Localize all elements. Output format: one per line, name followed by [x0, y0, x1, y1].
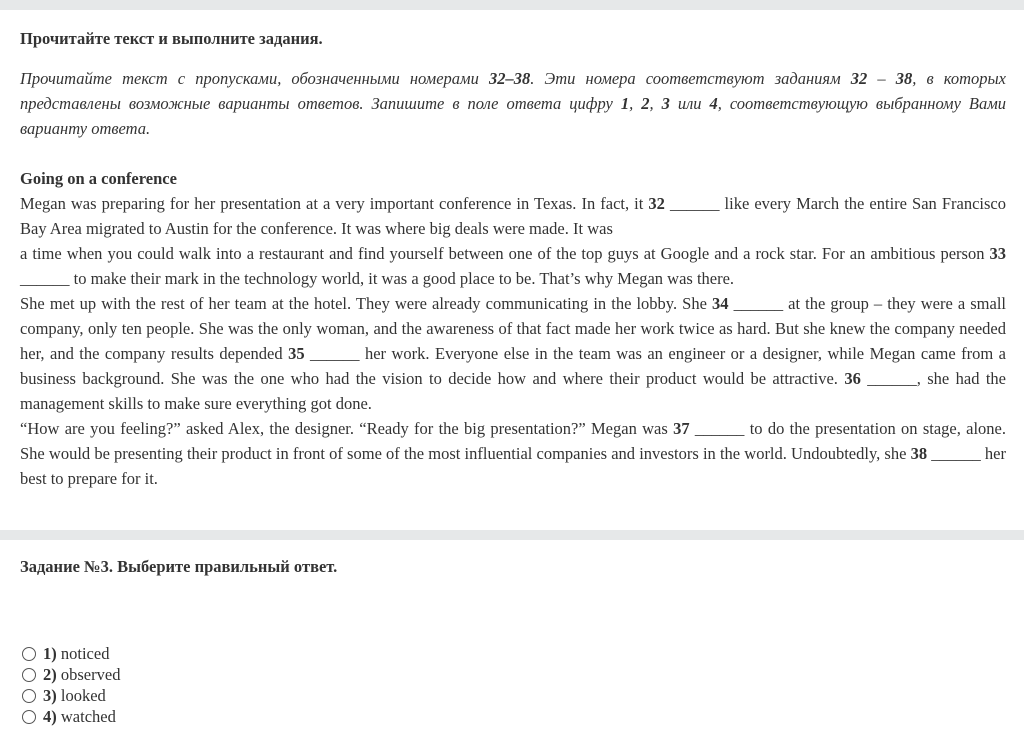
gap-number: 32 [648, 194, 665, 213]
instruction-number: 32 [850, 69, 868, 88]
gap-number: 36 [844, 369, 861, 388]
gap-number: 33 [989, 244, 1006, 263]
instruction-digit: 2 [641, 94, 650, 113]
text-segment: ______ her best to prepare for it. [20, 444, 1006, 488]
text-paragraph [20, 191, 1006, 241]
instruction-part: Прочитайте текст с пропусками, обозначенными номерами [20, 69, 489, 88]
instruction-part: , в которых представлены возможные варианты ответов. Запишите в поле ответа цифру [20, 69, 1006, 113]
task-heading: Задание №3. Выберите правильный ответ. [20, 557, 338, 576]
option-label: watched [56, 707, 116, 726]
option-label: looked [56, 686, 106, 705]
gap-number: 38 [910, 444, 928, 463]
radio-button[interactable] [22, 668, 36, 682]
text-segment: ______ to make their mark in the technology world, it was a good place to be. That’s why Megan was there. [20, 269, 735, 288]
instruction-range: 32–38 [488, 69, 531, 88]
option-number: 4) [43, 707, 57, 726]
answer-option-2[interactable] [20, 664, 1006, 685]
text-segment: ______ to do the presentation on stage, alone. She would be presenting their product in front of some of the most influential companies and investors in the world. Undoubtedly, she [20, 419, 1006, 463]
answer-option-3[interactable] [20, 685, 1006, 706]
text-segment: ______ her work. Everyone else in the team was an engineer or a designer, while Megan came from a business background. She was the one who had the vision to decide how and where their product would be attractive. [20, 344, 1006, 388]
radio-button[interactable] [22, 689, 36, 703]
instruction-dash: – [867, 69, 896, 88]
gap-number: 37 [673, 419, 690, 438]
gap-number: 35 [288, 344, 305, 363]
radio-button[interactable] [22, 710, 36, 724]
instruction-digit: 1 [620, 94, 630, 113]
text-segment: ______ at the group – they were a small company, only ten people. She was the only woman, and the awareness of that fact made her work twice as hard. But she knew the company needed her, and the company results depended [20, 294, 1006, 363]
answer-options [20, 643, 1006, 727]
answer-option-4[interactable] [20, 706, 1006, 727]
option-label: observed [56, 665, 121, 684]
instruction-or: или [669, 94, 710, 113]
instruction-digit: 3 [661, 94, 670, 113]
option-label: noticed [56, 644, 110, 663]
text-panel [0, 10, 1024, 530]
radio-button[interactable] [22, 647, 36, 661]
option-number: 3) [43, 686, 57, 705]
text-segment: “How are you feeling?” asked Alex, the designer. “Ready for the big presentation?” Megan was [20, 419, 674, 438]
text-segment: She met up with the rest of her team at the hotel. They were already communicating in the lobby. She [20, 294, 713, 313]
instruction-part: . Эти номера соответствуют заданиям [530, 69, 851, 88]
option-number: 1) [43, 644, 57, 663]
text-segment: Megan was preparing for her presentation at a very important conference in Texas. In fact, it [20, 194, 649, 213]
gap-number: 34 [712, 294, 729, 313]
instruction-number: 38 [895, 69, 913, 88]
text-paragraph [20, 241, 1006, 291]
text-title: Going on a conference [20, 169, 177, 188]
text-paragraph [20, 291, 1006, 416]
answer-option-1[interactable] [20, 643, 1006, 664]
instruction-text [20, 66, 1006, 141]
instruction-digit: 4 [709, 94, 718, 113]
option-number: 2) [43, 665, 57, 684]
instruction-comma: , [629, 94, 642, 113]
text-segment: a time when you could walk into a restaurant and find yourself between one of the top guys at Google and a rock star. For an ambitious person [20, 244, 990, 263]
instruction-comma: , [649, 94, 662, 113]
text-paragraph [20, 416, 1006, 491]
text-body [20, 191, 1006, 491]
text-segment: ______ like every March the entire San Francisco Bay Area migrated to Austin for the conference. It was where big deals were made. It was [20, 194, 1006, 238]
task-panel [0, 540, 1024, 755]
instruction-part: , соответствующую выбранному Вами варианту ответа. [20, 94, 1007, 138]
text-segment: ______, she had the management skills to make sure everything got done. [20, 369, 1006, 413]
page-title: Прочитайте текст и выполните задания. [20, 29, 323, 48]
